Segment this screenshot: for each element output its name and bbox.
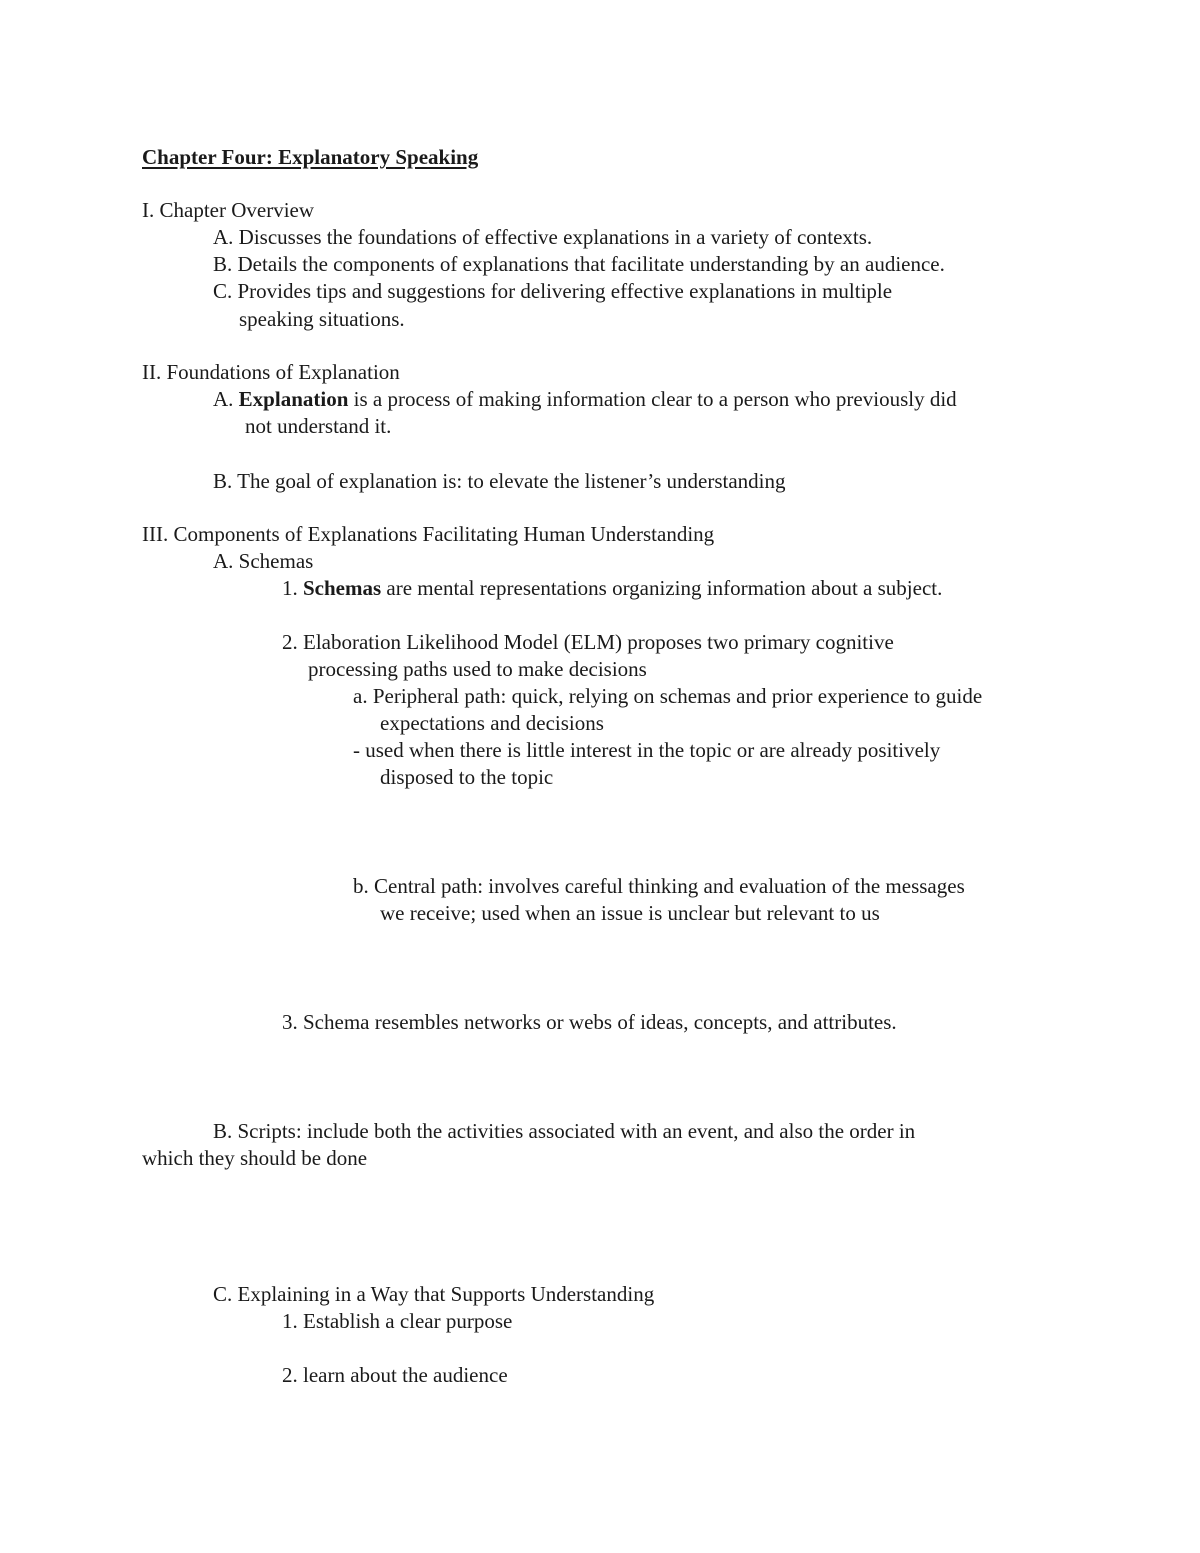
section-3-item-a2: 2. Elaboration Likelihood Model (ELM) proposes two primary cognitive [282,630,894,654]
term-explanation: Explanation [238,387,349,411]
section-3-heading: III. Components of Explanations Facilitating Human Understanding [142,522,715,546]
section-2-heading: II. Foundations of Explanation [142,360,400,384]
section-3-item-b-continued: which they should be done [142,1146,368,1170]
central-path-item-continued: we receive; used when an issue is unclear but relevant to us [380,901,880,925]
section-2-item-b: B. The goal of explanation is: to elevate the listener’s understanding [213,469,786,493]
section-3-item-a2-continued: processing paths used to make decisions [308,657,647,681]
section-1-item-a: A. Discusses the foundations of effective explanations in a variety of contexts. [213,225,873,249]
section-3-item-c1: 1. Establish a clear purpose [282,1309,513,1333]
section-3-item-c: C. Explaining in a Way that Supports Understanding [213,1282,655,1306]
section-2-item-a-text: is a process of making information clear to a person who previously did [353,387,957,411]
section-2-item-a [213,386,957,413]
peripheral-path-note: - used when there is little interest in the topic or are already positively [353,738,941,762]
section-1-item-b: B. Details the components of explanations that facilitate understanding by an audience. [213,252,945,276]
section-1-heading: I. Chapter Overview [142,198,315,222]
central-path-item: b. Central path: involves careful thinking and evaluation of the messages [353,874,965,898]
section-3-item-a1-prefix: 1. [282,576,298,600]
peripheral-path-item-continued: expectations and decisions [380,711,604,735]
section-1-item-c-continued: speaking situations. [239,307,405,331]
section-3-item-a: A. Schemas [213,549,314,573]
chapter-title: Chapter Four: Explanatory Speaking [142,145,479,169]
section-3-item-a1-text: are mental representations organizing information about a subject. [386,576,943,600]
peripheral-path-item: a. Peripheral path: quick, relying on schemas and prior experience to guide [353,684,983,708]
term-schemas: Schemas [303,576,382,600]
section-3-item-a1 [282,575,942,602]
section-2-item-a-continued: not understand it. [245,414,392,438]
section-3-item-a3: 3. Schema resembles networks or webs of ideas, concepts, and attributes. [282,1010,897,1034]
section-2-item-a-prefix: A. [213,387,234,411]
peripheral-path-note-continued: disposed to the topic [380,765,554,789]
section-3-item-b: B. Scripts: include both the activities associated with an event, and also the order in [213,1119,916,1143]
section-1-item-c: C. Provides tips and suggestions for delivering effective explanations in multiple [213,279,893,303]
section-3-item-c2: 2. learn about the audience [282,1363,508,1387]
